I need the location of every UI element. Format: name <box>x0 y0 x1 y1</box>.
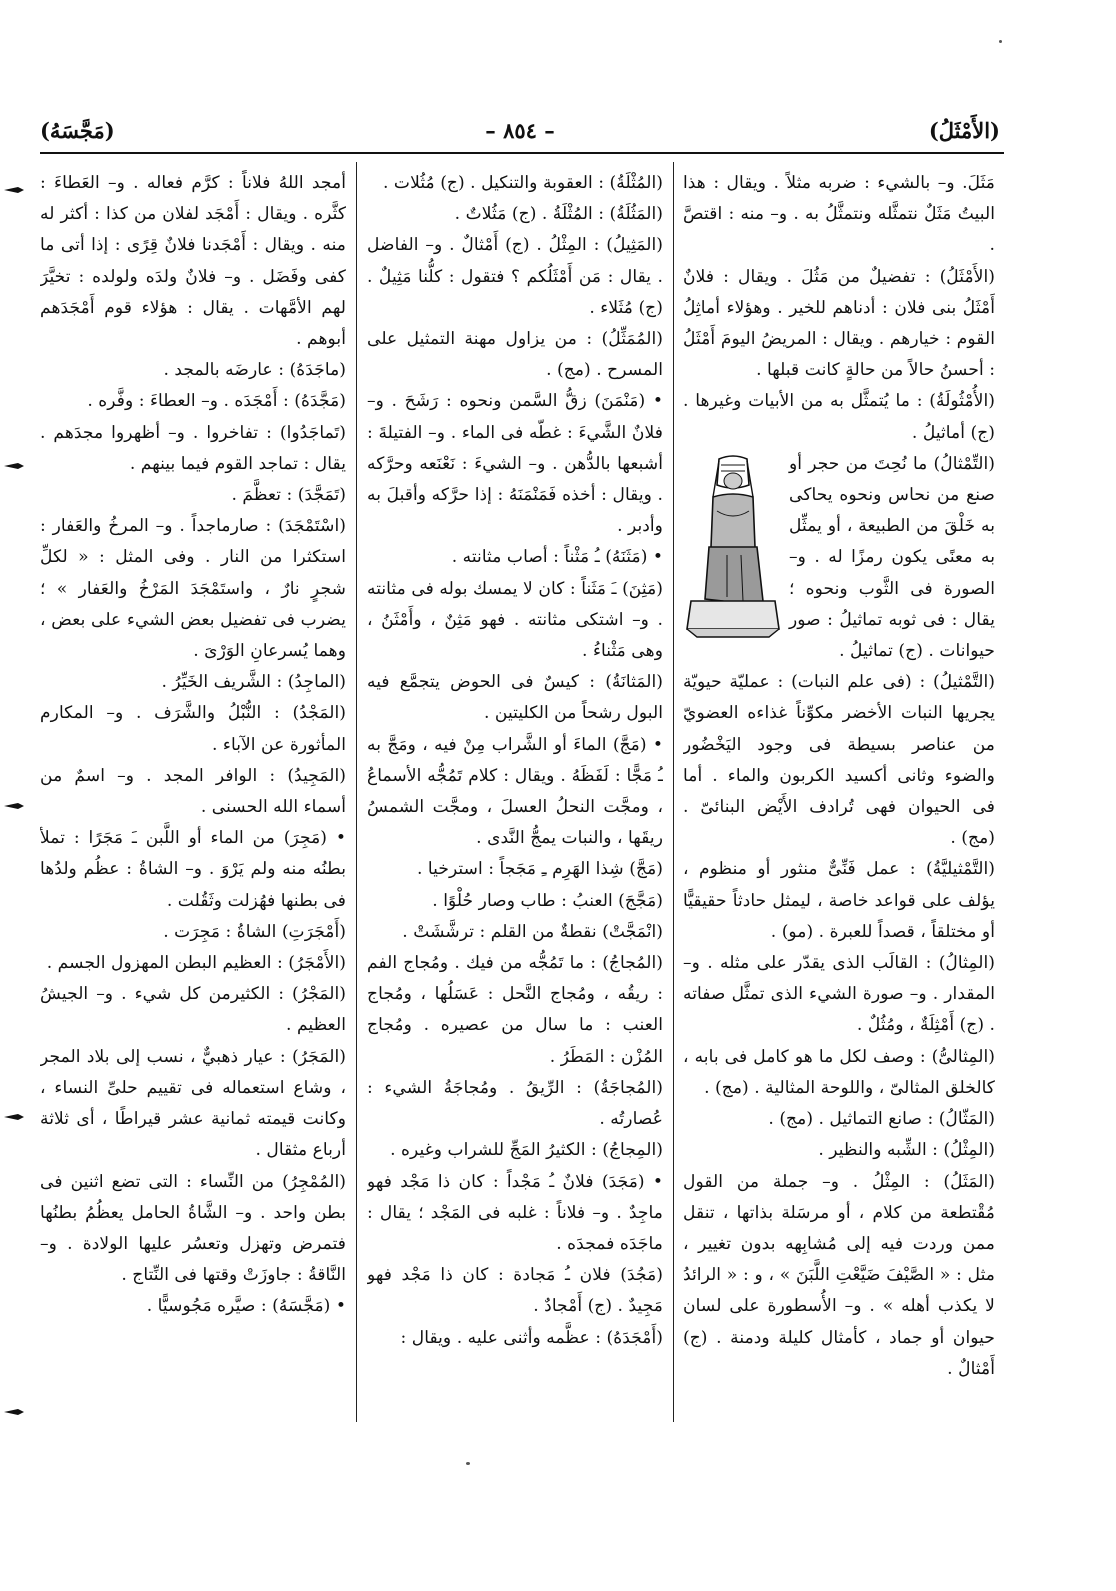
column-left <box>40 168 346 1438</box>
dictionary-entry: (المَثُلَةُ) : المُثْلَةُ . (ج) مَثُلاتٌ . <box>454 204 663 225</box>
dictionary-entry: (تَماجَدُوا) : تفاخروا . و– أظهروا مجدَهم . يقال : تماجد القوم فيما بينهم . <box>40 422 346 474</box>
dictionary-entry: (ماجَدَهُ) : عارضَه بالمجد . <box>163 360 346 381</box>
dictionary-entry: • (مَجِرَ) من الماء أو اللَّبن ـَ مَجَرًا : تملأ بطنُه منه ولم يَرْوَ . و– الشاةُ : عظُم ولدُها فى بطنها فهُزلت وثَقُلت . <box>40 828 346 911</box>
dictionary-entry: • (مَجَّسَهُ) : صيَّره مَجُوسيًّا . <box>146 1296 346 1317</box>
dictionary-entry: (المَجِيدُ) : الوافر المجد . و– اسمٌ من أسماء الله الحسنى . <box>40 765 346 818</box>
dictionary-entry: (الأَمْجَرُ) : العظيم البطن المهزول الجسم . <box>46 953 346 974</box>
dictionary-entry: (التِّمْثالُ) ما نُحِتَ من حجر أو صنع من نحاس ونحوه يحاكى به خَلْقَ من الطبيعة ، أو يمثِّل به معنًى يكون رمزًا له . و– الصورة فى الثَّوب ونحوه ؛ يقال : فى ثوبه تماثيلُ : صور حيوانات . (ج) تماثيلُ . <box>789 453 995 662</box>
dictionary-entry: (المِثالُ) : القالَب الذى يقدّر على مثله . و– المقدار . و– صورة الشيء الذى تمثَّل صفاته . (ج) أَمْثِلَةٌ ، ومُثُلٌ . <box>683 953 995 1036</box>
dictionary-entry: (المُمْجِرُ) من النِّساء : التى تضع اثنين فى بطن واحد . و– الشَّاةُ الحامل يعظُمُ بطنُها فتمرض وتهزل وتعسُر عليها الولادة . و– النَّاقةُ : جاوزَتْ وقتها فى النِّتاج . <box>40 1171 346 1286</box>
dictionary-entry: • (مَجَّ) الماءَ أو الشَّراب مِنْ فيه ، ومَجَّ به ـُ مَجًّا : لَفَظَهُ . ويقال : كلام تَمُجُّه الأسماعُ ، ومجَّت النحلُ العسلَ ، ومجَّت الشمسُ ريقَها ، والنبات يمجُّ النَّدى . <box>367 734 663 849</box>
dictionary-entry: (أَمْجَرَتِ) الشاةُ : مَجِرَت . <box>163 921 346 942</box>
dictionary-entry: (مَجُدَ) فلان ـُ مَجادة : كان ذا مَجْد فهو مَجِيدٌ . (ج) أَمْجادٌ . <box>367 1265 663 1317</box>
margin-arrow-mark <box>4 1113 24 1121</box>
dictionary-entry: (التَّمْثيليَّةُ) : عمل فَنِّىٌّ منثور أو منظوم ، يؤلف على قواعد خاصة ، ليمثل حادثاً حقيقيًّا أو مختلقاً ، قصداً للعبرة . (مو) . <box>683 859 995 942</box>
paper-speck <box>999 40 1002 43</box>
page-number: – ٨٥٤ – <box>485 118 555 143</box>
margin-arrow-mark <box>4 462 24 470</box>
dictionary-entry: • (مَثَنَهُ) ـُ مَثْناً : أصاب مثانته . <box>451 547 663 568</box>
dictionary-entry: (المَثِيلُ) : المِثْلُ . (ج) أَمْثالٌ . و– الفاضل . يقال : مَن أَمْثَلُكم ؟ فتقول : كلُّنا مَثِيلٌ . (ج) مُثَلاء . <box>367 235 663 318</box>
dictionary-entry: أمجد اللهُ فلاناً : كرَّم فعاله . و– العَطاءَ : كثَّره . ويقال : أَمْجَد لفلان من كذا : أكثر له منه . ويقال : أَمْجَدنا فلانٌ قِرًى : إذا أتى ما كفى وفَضَل . و– فلانٌ ولدَه ولولده : تخيَّرَ لهم الأمَّهات . يقال : هؤلاء قوم أَمْجَدَهم أبوهم . <box>40 173 346 350</box>
dictionary-entry: • (مَجَدَ) فلانٌ ـُ مَجْداً : كان ذا مَجْد فهو ماجِدٌ . و– فلاناً : غلبه فى المَجْد ؛ يقال : ماجَدَه فمجدَه . <box>367 1171 663 1254</box>
page-header <box>40 118 1000 148</box>
dictionary-entry: (المِثْلُ) : الشِّبه والنظير . <box>818 1140 995 1161</box>
dictionary-entry: (المَجْدُ) : النُّبْلُ والشَّرَف . و– المكارم المأثورة عن الآباء . <box>40 703 346 755</box>
dictionary-entry: (تَمَجَّدَ) : تعظَّمَ . <box>231 485 346 506</box>
dictionary-entry: (المِجاجُ) : الكثيرُ المَجِّ للشراب وغيره . <box>390 1140 663 1161</box>
dictionary-entry: (المُجاجَةُ) : الرِّيقُ . ومُجاجَةُ الشيء : عُصارتُه . <box>367 1077 663 1130</box>
header-rule <box>40 152 1004 154</box>
dictionary-entry: (المَجْرُ) : الكثيرمن كل شيء . و– الجيشُ العظيم . <box>40 984 346 1036</box>
dictionary-entry: (انْمَجَّتْ) نقطةٌ من القلم : ترشَّشَتْ . <box>402 921 663 942</box>
dictionary-entry: (مَجَّدَهُ) : أَمْجَدَه . و– العطاءَ : وفَّره . <box>87 391 346 412</box>
dictionary-entry: (مَجَّ) شِذا الهَرِم ـِ مَجَجاً : استرخيا . <box>416 859 663 880</box>
margin-arrow-mark <box>4 186 24 194</box>
dictionary-entry: (مَثِنَ) ـَ مَثَناً : كان لا يمسك بوله فى مثانته . و– اشتكى مثانته . فهو مَثِنٌ ، وأَمْثَنُ ، وهى مَثْناءُ . <box>367 578 663 662</box>
margin-arrow-mark <box>4 802 24 810</box>
dictionary-entry: (مَجَّجَ) العنبُ : طاب وصار حُلْوًا . <box>432 890 663 911</box>
column-divider-left <box>356 162 357 1422</box>
dictionary-entry: (الأَمْثَلُ) : تفضيلٌ من مَثُلَ . ويقال : فلانٌ أَمْثَلُ بنى فلان : أدناهم للخير . وهؤلاء أماثِلُ القوم : خيارهم . ويقال : المريضُ اليومَ أَمْثَلُ : أحسنُ حالاً من حالةٍ كانت قبلها . <box>683 266 995 381</box>
dictionary-entry: مَثَلَ. و– بالشيء : ضربه مثلاً . ويقال : هذا البيتُ مَثَلٌ نتمثَّله ونتمثَّلُ به . و– منه : اقتصَّ . <box>683 173 995 256</box>
dictionary-entry: (اسْتَمْجَدَ) : صارماجداً . و– المرخُ والعَفار : استكثرا من النار . وفى المثل : « لكلِّ شجرٍ نارٌ ، واستَمْجَدَ المَرْخُ والعَفار » ؛ يضرب فى تفضيل بعض الشيء على بعض ، وهما يُسرعانِ الوَرْىَ . <box>40 516 346 662</box>
paper-speck <box>466 1462 470 1465</box>
header-last-word: (مَجَّسَهُ) <box>40 118 115 143</box>
dictionary-entry: (المَثّالُ) : صانع التماثيل . (مج) . <box>768 1109 995 1130</box>
dictionary-entry: (المَثَلُ) : المِثْلُ . و– جملة من القول مُقْتطعة من كلام ، أو مرسَلة بذاتها ، تنقل ممن وردت فيه إلى مُشابِهه بدون تغيير ، مثل : « الصَّيْفَ ضَيَّعْتِ اللَّبَنَ » ، و : « الرائدُ لا يكذب أهله » . و– الأُسطورة على لسان حيوان أو جماد ، كأمثال كليلة ودمنة . (ج) أَمْثالٌ . <box>683 1171 995 1379</box>
dictionary-entry: (أَمْجَدَهُ) : عظَّمه وأثنى عليه . ويقال : <box>400 1327 663 1348</box>
column-right <box>683 168 995 1438</box>
statue-figure-illustration <box>683 451 783 641</box>
dictionary-entry: (المِثالىُّ) : وصف لكل ما هو كامل فى بابه ، كالخلق المثالىّ ، واللوحة المثالية . (مج) . <box>683 1046 995 1098</box>
column-divider-right <box>673 162 674 1422</box>
dictionary-entry: (المُجاجُ) : ما تَمُجُّه من فيك . ومُجاج الفم : ريقُه ، ومُجاج النَّحل : عَسَلُها ، ومُجاج العنب : ما سال من عصيره . ومُجاج المُزْن : المَطَرُ . <box>367 953 663 1067</box>
dictionary-entry: (المَجَرُ) : عيار ذهبيٌّ ، نسب إلى بلاد المجر ، وشاع استعماله فى تقييم حلىِّ النساء ، وكانت قيمته ثمانية عشر قيراطًا ، أى ثلاثة أرباع مثقال . <box>40 1046 346 1161</box>
dictionary-entry: (الماجِدُ) : الشَّريف الخَيِّرُ . <box>161 672 346 693</box>
column-middle <box>367 168 663 1438</box>
dictionary-entry: (الأُمْثُولَةُ) : ما يُتمثَّل به من الأبيات وغيرها . (ج) أماثيلُ . <box>683 391 995 443</box>
dictionary-entry: (المُثْلَةُ) : العقوبة والتنكيل . (ج) مُثُلات . <box>382 173 663 193</box>
dictionary-entry: (التَّمْثيلُ) : (فى علم النبات) : عمليّة حيويّة يجريها النبات الأخضر مكوِّناً غذاءه العضويّ من عناصر بسيطة فى وجود اليَخْضُور والضوء وثانى أكسيد الكربون والماء . أما فى الحيوان فهى تُرادف الأَيْض البنائىّ . (مج) . <box>683 672 995 849</box>
header-first-word: (الأَمْثَلُ) <box>928 118 1000 143</box>
dictionary-entry: (المُمَثِّلُ) : من يزاول مهنة التمثيل على المسرح . (مج) . <box>367 329 663 381</box>
dictionary-entry: • (مَنْمَنَ) زقُّ السَّمن ونحوه : رَشَحَ . و– فلانٌ الشَّيءَ : غطّه فى الماء . و– الفتيلةَ : أشبعها بالدُّهن . و– الشيءَ : نَعْنَعه وحرَّكه . ويقال : أخذه فَمَنْمَنَهُ : إذا حرَّكه وأقبلَ به وأدبر . <box>367 391 663 537</box>
dictionary-entry: (المَثانَةُ) : كيسٌ فى الحوض يتجمَّع فيه البول رشحاً من الكليتين . <box>367 672 663 724</box>
margin-arrow-mark <box>4 1408 24 1416</box>
